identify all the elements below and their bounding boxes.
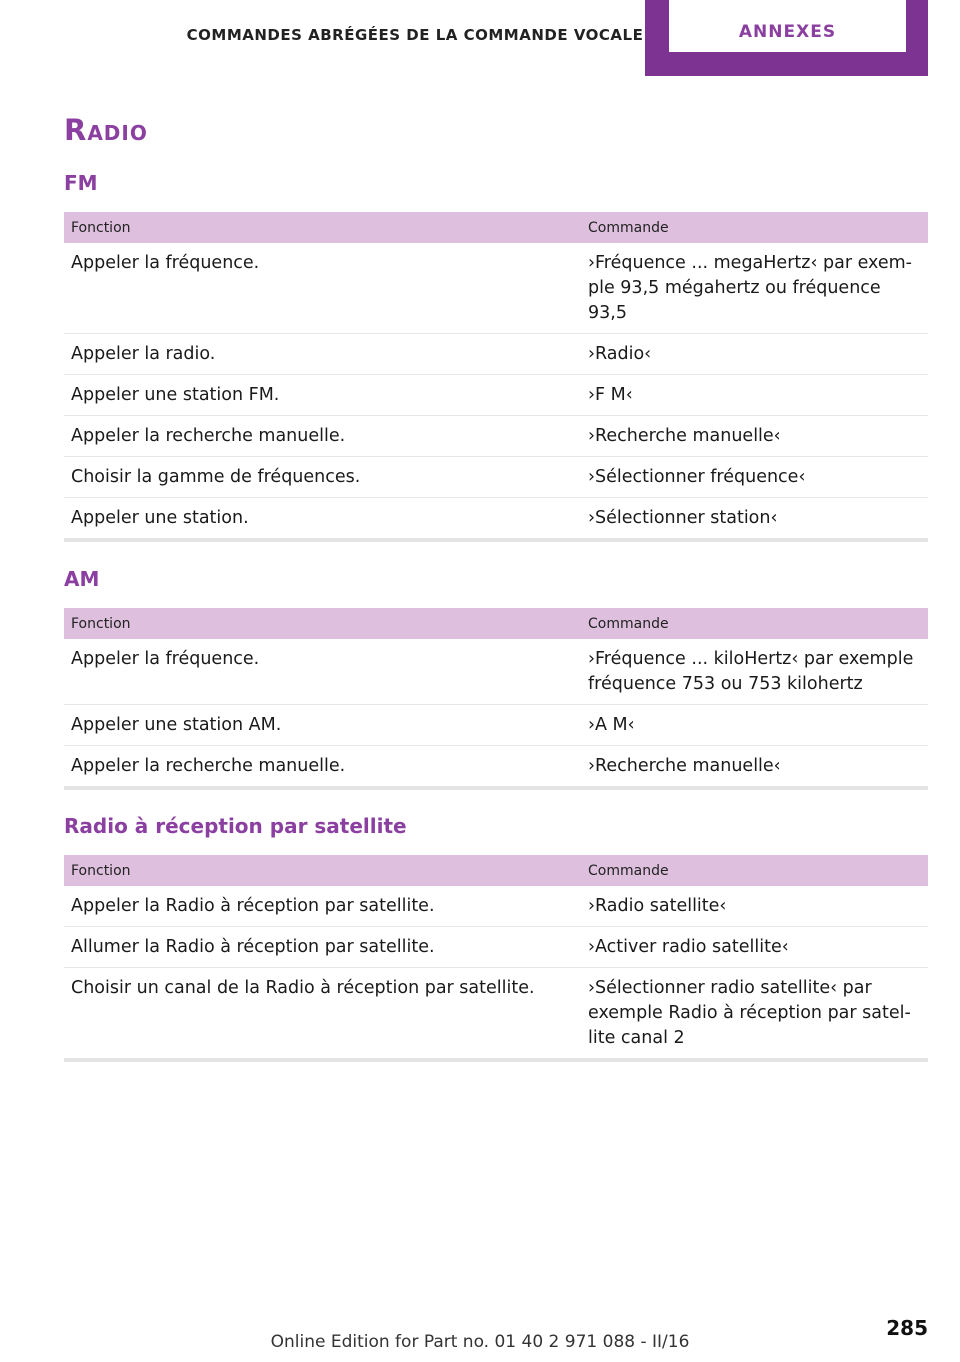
table-row: [64, 334, 928, 375]
column-header-fonction: Fonction: [64, 855, 581, 886]
commande-cell: ›Radio satellite‹: [588, 896, 727, 916]
fonction-cell: Appeler une station FM.: [64, 375, 581, 416]
table-row: [64, 639, 928, 705]
commande-cell: ›Fréquence ... kiloHertz‹ par exemple fréquence 753 ou 753 kilohertz: [588, 649, 914, 694]
commande-cell: ›Sélectionner fréquence‹: [581, 457, 928, 498]
fonction-cell: Allumer la Radio à réception par satellite.: [64, 927, 581, 968]
fonction-cell: Appeler la fréquence.: [71, 253, 260, 273]
fonction-cell: Appeler la radio.: [64, 334, 581, 375]
page-content: [64, 110, 928, 1062]
commande-cell: ›Sélectionner radio satellite‹ par exemple Radio à réception par satel-lite canal 2: [581, 968, 928, 1061]
column-header-commande: Commande: [581, 212, 928, 243]
running-header: COMMANDES ABRÉGÉES DE LA COMMANDE VOCALE: [186, 26, 644, 44]
table-row: [64, 746, 928, 789]
commande-cell: ›Sélectionner station‹: [581, 498, 928, 541]
table-row: [64, 457, 928, 498]
fonction-cell: Appeler la recherche manuelle.: [64, 416, 581, 457]
table-row: [64, 705, 928, 746]
table-row: [64, 886, 928, 927]
table-row: [64, 375, 928, 416]
commande-cell: ›F M‹: [581, 375, 928, 416]
table-row: [64, 498, 928, 541]
page-number: 285: [886, 1316, 928, 1340]
fonction-cell: Appeler la fréquence.: [71, 649, 260, 669]
column-header-fonction: Fonction: [64, 608, 581, 639]
table-header-row: [64, 212, 928, 243]
section-title: Radio à réception par satellite: [64, 814, 407, 838]
section-title: FM: [64, 171, 98, 195]
fonction-cell: Appeler la recherche manuelle.: [64, 746, 581, 789]
fonction-cell: Choisir la gamme de fréquences.: [64, 457, 581, 498]
column-header-commande: Commande: [581, 608, 928, 639]
commande-cell: ›Fréquence ... megaHertz‹ par exem-ple 93,5 mégahertz ou fréquence 93,5: [588, 253, 912, 323]
commande-cell: ›Recherche manuelle‹: [581, 416, 928, 457]
table-row: [64, 927, 928, 968]
commande-cell: ›Radio‹: [581, 334, 928, 375]
section-am: [64, 564, 928, 790]
satellite-command-table: [64, 855, 928, 1062]
am-command-table: [64, 608, 928, 790]
section-satellite-radio: [64, 811, 928, 1062]
fonction-cell: Appeler la Radio à réception par satellite.: [71, 896, 435, 916]
section-fm: [64, 168, 928, 542]
section-title: AM: [64, 567, 100, 591]
chapter-tab-label: ANNEXES: [738, 22, 837, 42]
table-row: [64, 243, 928, 334]
table-header-row: [64, 855, 928, 886]
column-header-commande: Commande: [581, 855, 928, 886]
table-header-row: [64, 608, 928, 639]
fonction-cell: Appeler une station.: [64, 498, 581, 541]
column-header-fonction: Fonction: [64, 212, 581, 243]
commande-cell: ›A M‹: [581, 705, 928, 746]
fonction-cell: Choisir un canal de la Radio à réception par satellite.: [64, 968, 581, 1061]
commande-cell: ›Activer radio satellite‹: [581, 927, 928, 968]
table-row: [64, 968, 928, 1061]
page-title: Radio: [64, 113, 148, 147]
footer-edition-text: Online Edition for Part no. 01 40 2 971 088 - II/16: [270, 1332, 690, 1352]
chapter-tab: [645, 0, 928, 76]
commande-cell: ›Recherche manuelle‹: [581, 746, 928, 789]
fonction-cell: Appeler une station AM.: [64, 705, 581, 746]
fm-command-table: [64, 212, 928, 542]
table-row: [64, 416, 928, 457]
